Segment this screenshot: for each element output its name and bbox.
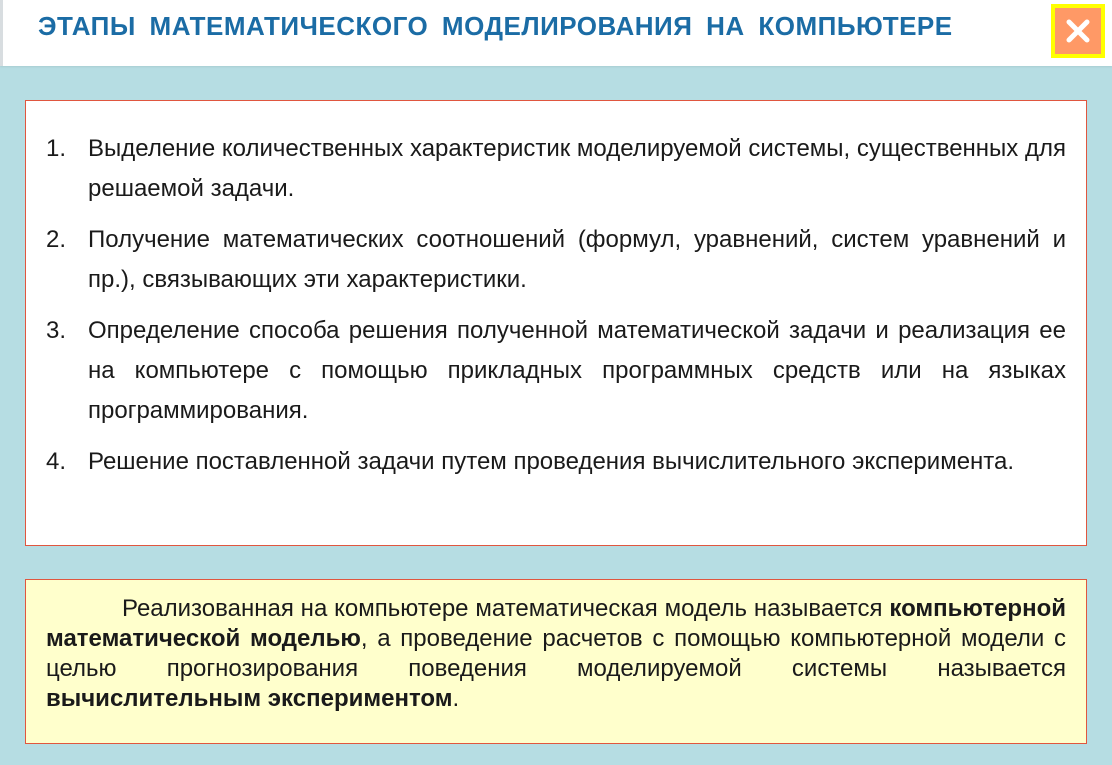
step-text: Выделение количественных характеристик моделируемой системы, существенных для решаемой задачи. <box>88 135 1066 202</box>
steps-panel <box>25 100 1087 546</box>
close-icon <box>1055 8 1101 54</box>
step-number: 1. <box>46 135 67 162</box>
definition-panel <box>25 579 1087 744</box>
list-item <box>46 129 1066 209</box>
list-item <box>46 220 1066 300</box>
list-item <box>46 311 1066 431</box>
step-number: 4. <box>46 448 67 475</box>
title-bar <box>0 0 1112 66</box>
page-title: ЭТАПЫ МАТЕМАТИЧЕСКОГО МОДЕЛИРОВАНИЯ НА КОМПЬЮТЕРЕ <box>38 11 953 41</box>
steps-list <box>46 129 1066 493</box>
step-text: Получение математических соотношений (формул, уравнений, систем уравнений и пр.), связывающих эти характеристики. <box>88 226 1066 293</box>
definition-term-computational-experiment: вычислительным экспериментом <box>46 685 453 712</box>
definition-part-3: . <box>452 685 460 712</box>
step-text: Решение поставленной задачи путем проведения вычислительного эксперимента. <box>88 448 1015 475</box>
close-button[interactable] <box>1051 4 1105 58</box>
list-item <box>46 442 1066 482</box>
definition-term-computer-model: компьютерной математической моделью <box>46 595 1066 652</box>
step-number: 3. <box>46 317 67 344</box>
definition-part-1: Реализованная на компьютере математическая модель называется <box>122 595 890 622</box>
step-number: 2. <box>46 226 67 253</box>
definition-text <box>46 594 1066 714</box>
definition-part-2: , а проведение расчетов с помощью компьютерной модели с целью прогнозирования поведения моделируемой системы называется <box>46 625 1066 682</box>
step-text: Определение способа решения полученной математической задачи и реализация ее на компьютере с помощью прикладных программных средств или на языках программирования. <box>88 317 1066 424</box>
